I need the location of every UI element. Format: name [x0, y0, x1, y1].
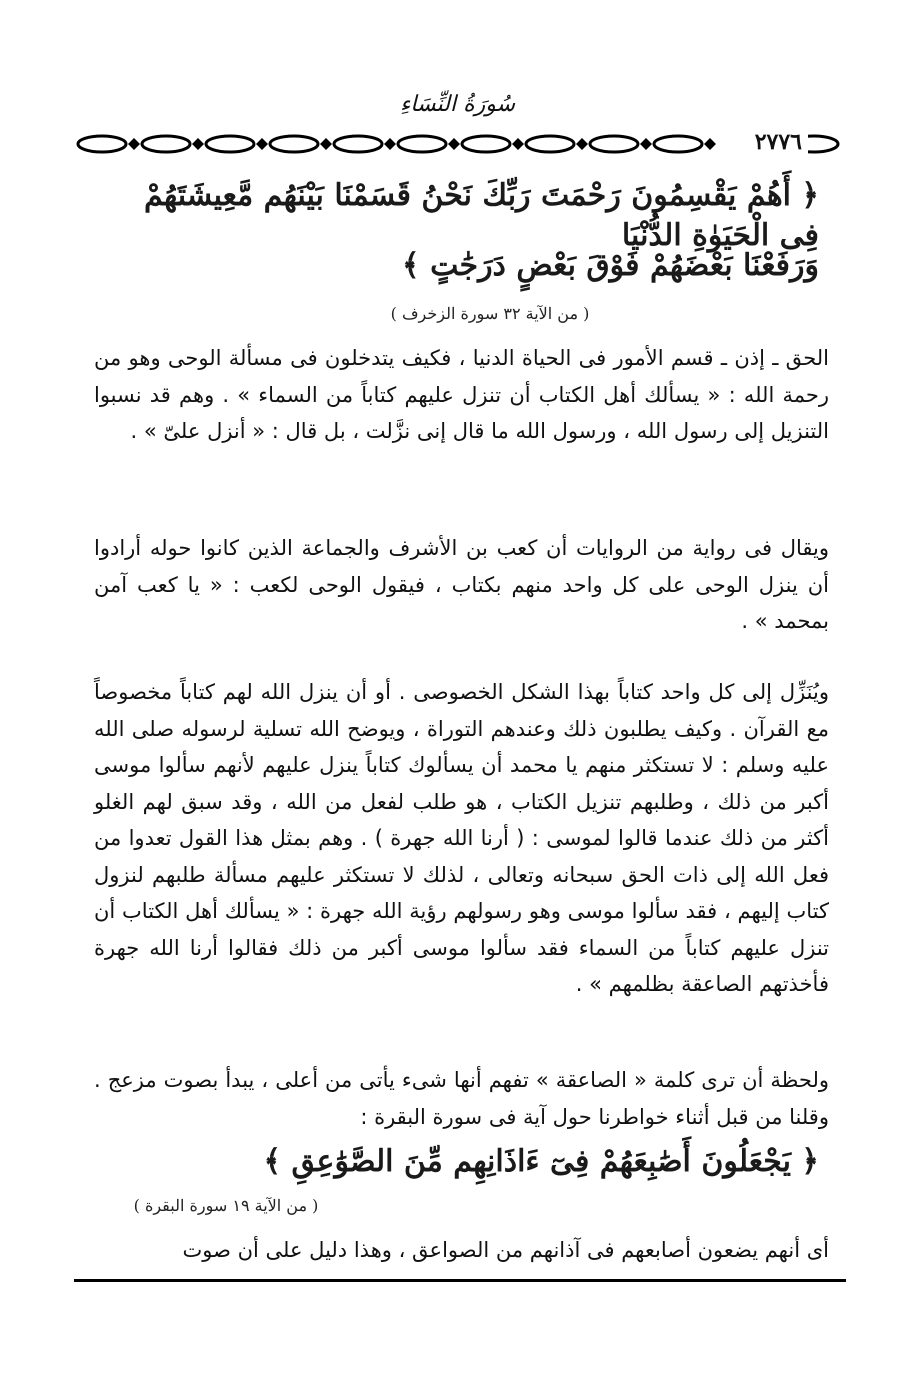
page-number: ٢٧٧٦	[749, 129, 808, 155]
footer-rule	[74, 1279, 846, 1282]
paragraph-1: الحق ـ إذن ـ قسم الأمور فى الحياة الدنيا ، فكيف يتدخلون فى مسألة الوحى وهو من رحمة الله : « يسألك أهل الكتاب أن تنزل عليهم كتاباً من السماء » . وهم قد نسبوا التنزيل إلى رسول الله ، ورسول الله ما قال إنى نزَّلت ، بل قال : « أنزل علىّ » .	[94, 346, 829, 443]
ornament-chain-icon	[74, 126, 844, 162]
paragraph-4: ولحظة أن ترى كلمة « الصاعقة » تفهم أنها شىء يأتى من أعلى ، يبدأ بصوت مزعج . وقلنا من قبل أثناء خواطرنا حول آية فى سورة البقرة :	[94, 1068, 829, 1129]
verse-reference-zukhruf: ( من الآية ٣٢ سورة الزخرف )	[390, 304, 590, 323]
surah-title: سُورَةُ النِّسَاءِ	[399, 92, 516, 117]
paragraph-3: ويُنَزِّل إلى كل واحد كتاباً بهذا الشكل الخصوصى . أو أن ينزل الله لهم كتاباً مخصوصاً مع القرآن . وكيف يطلبون ذلك وعندهم التوراة ، ويوضح الله تسلية لرسوله صلى الله عليه وسلم : لا تستكثر منهم يا محمد أن يسألوك كتاباً ينزل عليهم لأنهم سألوا موسى أكبر من ذلك ، وطلبهم تنزيل الكتاب ، هو طلب لفعل من الله ، وقد سبق لهم الغلو أكثر من ذلك عندما قالوا لموسى : ( أرنا الله جهرة ) . وهم بمثل هذا القول تعدوا من فعل الله إلى ذات الحق سبحانه وتعالى ، لذلك لا تستكثر عليهم مسألة طلبهم لنزول كتاب إليهم ، فقد سألوا موسى وهو رسولهم رؤية الله جهرة : « يسألك أهل الكتاب أن تنزل عليهم كتاباً من السماء فقد سألوا موسى أكبر من ذلك فقالوا أرنا الله جهرة فأخذتهم الصاعقة بظلمهم » .	[94, 680, 829, 996]
quran-verse-line-2: وَرَفَعْنَا بَعْضَهُمْ فَوْقَ بَعْضٍ دَرَجَٰتٍ ﴾	[402, 248, 819, 283]
verse-reference-baqara: ( من الآية ١٩ سورة البقرة )	[133, 1196, 319, 1215]
quran-verse-line-1: ﴿ أَهُمْ يَقْسِمُونَ رَحْمَتَ رَبِّكَ نَحْنُ قَسَمْنَا بَيْنَهُم مَّعِيشَتَهُمْ فِى الْحَيَوٰةِ الدُّنْيَا	[143, 178, 819, 253]
quran-verse-baqara: ﴿ يَجْعَلُونَ أَصَٰبِعَهُمْ فِىٓ ءَاذَانِهِم مِّنَ الصَّوَٰعِقِ ﴾	[263, 1144, 819, 1179]
ornamental-header-band	[74, 126, 844, 162]
paragraph-2: ويقال فى رواية من الروايات أن كعب بن الأشرف والجماعة الذين كانوا حوله أرادوا أن ينزل الوحى على كل واحد منهم بكتاب ، فيقول الوحى لكعب : « يا كعب آمن بمحمد » .	[94, 536, 829, 633]
paragraph-5: أى أنهم يضعون أصابعهم فى آذانهم من الصواعق ، وهذا دليل على أن صوت	[182, 1238, 829, 1262]
